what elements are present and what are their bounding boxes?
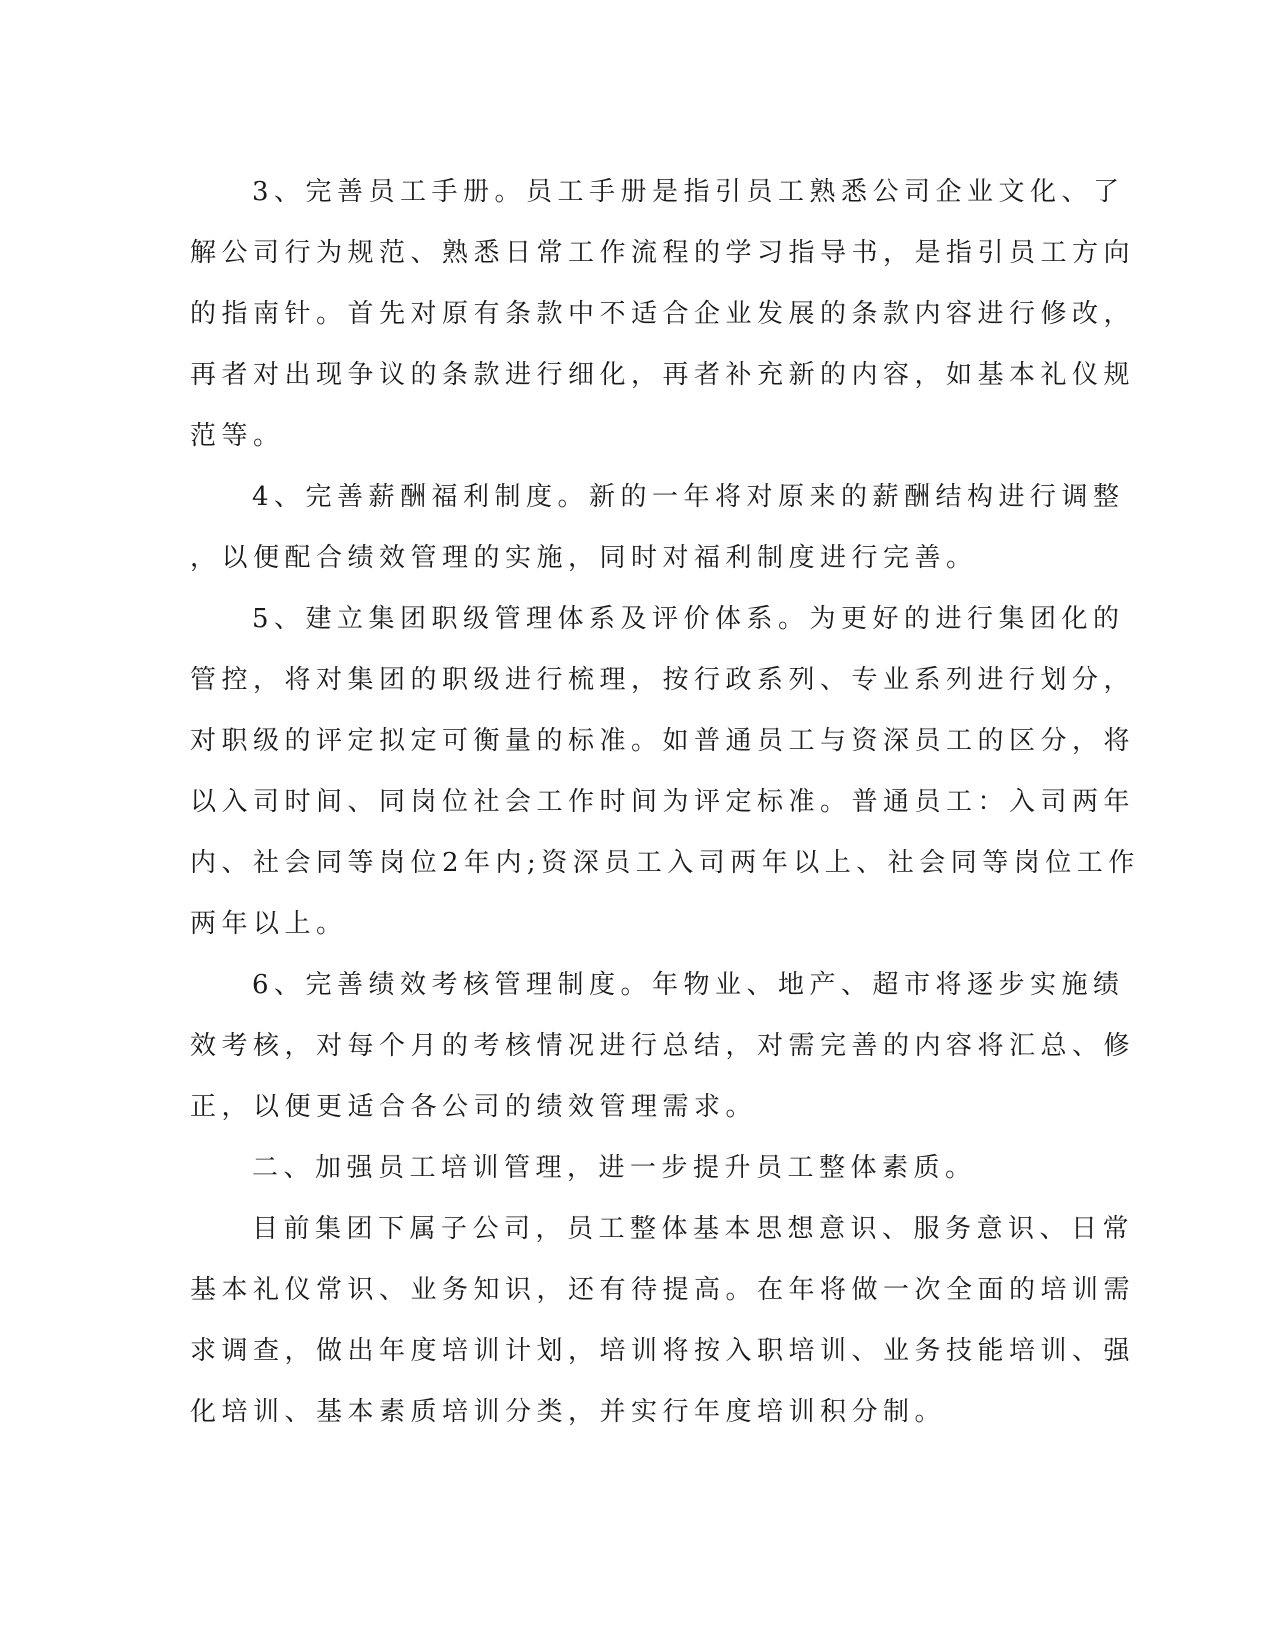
text-line: 范等。 [190,421,285,451]
text-line: 管控，将对集团的职级进行梳理，按行政系列、专业系列进行划分， [190,665,1136,695]
paragraph-item-4 [190,467,1125,589]
text-line: 对职级的评定拟定可衡量的标准。如普通员工与资深员工的区分，将 [190,726,1136,756]
text-line: 再者对出现争议的条款进行细化，再者补充新的内容，如基本礼仪规 [190,360,1136,390]
text-line: 3、完善员工手册。员工手册是指引员工熟悉公司企业文化、了 [252,177,1125,207]
text-line: 内、社会同等岗位2年内;资深员工入司两年以上、社会同等岗位工作 [190,848,1140,878]
text-line: 两年以上。 [190,909,348,939]
text-line: 4、完善薪酬福利制度。新的一年将对原来的薪酬结构进行调整 [252,482,1125,512]
text-line: 5、建立集团职级管理体系及评价体系。为更好的进行集团化的 [252,604,1125,634]
document-body [190,162,1140,1443]
text-line: 以入司时间、同岗位社会工作时间为评定标准。普通员工：入司两年 [190,787,1136,817]
text-line: 的指南针。首先对原有条款中不适合企业发展的条款内容进行修改， [190,299,1136,329]
text-line: 解公司行为规范、熟悉日常工作流程的学习指导书，是指引员工方向 [190,238,1136,268]
paragraph-item-3 [190,162,1136,467]
paragraph-item-5 [190,589,1140,955]
section-heading: 二、加强员工培训管理，进一步提升员工整体素质。 [252,1153,977,1183]
text-line: 求调查，做出年度培训计划，培训将按入职培训、业务技能培训、强 [190,1336,1136,1366]
text-line: 效考核，对每个月的考核情况进行总结，对需完善的内容将汇总、修 [190,1031,1136,1061]
text-line: ，以便配合绩效管理的实施，同时对福利制度进行完善。 [190,543,978,573]
text-line: 目前集团下属子公司，员工整体基本思想意识、服务意识、日常 [252,1214,1135,1244]
paragraph-section-2-body [190,1199,1136,1443]
text-line: 6、完善绩效考核管理制度。年物业、地产、超市将逐步实施绩 [252,970,1125,1000]
text-line: 化培训、基本素质培训分类，并实行年度培训积分制。 [190,1397,947,1427]
text-line: 正，以便更适合各公司的绩效管理需求。 [190,1092,758,1122]
text-line: 基本礼仪常识、业务知识，还有待提高。在年将做一次全面的培训需 [190,1275,1136,1305]
section-heading-2 [190,1138,1080,1199]
paragraph-item-6 [190,955,1136,1138]
